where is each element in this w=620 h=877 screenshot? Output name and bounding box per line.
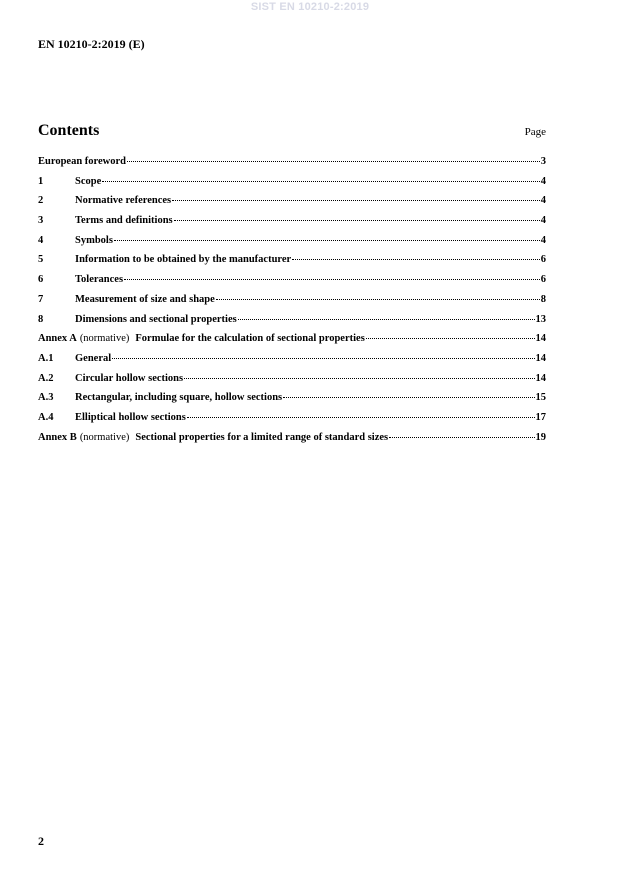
leader-dots (283, 396, 534, 398)
toc-entry-dimensions[interactable] (38, 314, 546, 334)
toc-entry-page: 6 (540, 254, 546, 266)
toc-entry-title: Measurement of size and shape (75, 293, 215, 305)
toc-entry-number: A.1 (38, 352, 54, 364)
table-of-contents (38, 156, 546, 451)
toc-entry-number: 1 (38, 175, 44, 187)
toc-entry-page: 15 (535, 392, 546, 404)
contents-title: Contents (38, 122, 100, 139)
leader-dots (389, 436, 534, 438)
toc-entry-number: 8 (38, 313, 44, 325)
toc-entry-page: 17 (535, 411, 546, 423)
contents-header (38, 122, 546, 142)
leader-dots (366, 337, 535, 339)
toc-entry-title: Information to be obtained by the manufacturer (75, 254, 292, 266)
toc-entry-title: Scope (75, 175, 102, 187)
leader-dots (112, 357, 534, 359)
toc-entry-title: Sectional properties for a limited range of standard sizes (135, 431, 389, 443)
leader-dots (124, 278, 540, 280)
toc-entry-page: 8 (540, 293, 546, 305)
toc-entry-page: 4 (540, 195, 546, 207)
toc-entry-title: Symbols (75, 234, 113, 246)
toc-entry-title: Formulae for the calculation of sectional properties (135, 333, 365, 345)
toc-entry-normative-references[interactable] (38, 195, 546, 215)
toc-entry-a2[interactable] (38, 373, 546, 393)
toc-entry-number: A.4 (38, 411, 54, 423)
toc-entry-annex: Annex A (38, 333, 77, 345)
toc-entry-page: 14 (535, 333, 546, 345)
toc-entry-page: 13 (535, 313, 546, 325)
watermark: SIST EN 10210-2:2019 (250, 1, 370, 13)
toc-entry-number: 2 (38, 195, 44, 207)
toc-entry-title: European foreword (38, 156, 126, 167)
toc-entry-title: Elliptical hollow sections (75, 411, 186, 423)
toc-entry-normative: (normative) (79, 333, 130, 345)
toc-entry-page: 14 (535, 352, 546, 364)
toc-entry-title: Circular hollow sections (75, 372, 184, 384)
leader-dots (174, 219, 540, 221)
toc-entry-title: Terms and definitions (75, 215, 173, 227)
toc-entry-information[interactable] (38, 254, 546, 274)
page-number: 2 (38, 834, 44, 848)
toc-entry-annex-b[interactable] (38, 432, 546, 452)
toc-entry-symbols[interactable] (38, 235, 546, 255)
toc-entry-number: 4 (38, 234, 44, 246)
toc-entry-tolerances[interactable] (38, 274, 546, 294)
toc-entry-title: Normative references (75, 195, 172, 207)
toc-entry-normative: (normative) (79, 431, 130, 443)
toc-entry-foreword[interactable] (38, 156, 546, 176)
toc-entry-page: 3 (540, 156, 546, 167)
toc-entry-measurement[interactable] (38, 294, 546, 314)
toc-entry-terms-definitions[interactable] (38, 215, 546, 235)
leader-dots (114, 239, 540, 241)
toc-entry-number: 6 (38, 274, 44, 286)
leader-dots (292, 258, 540, 260)
leader-dots (238, 318, 535, 320)
toc-entry-page: 14 (535, 372, 546, 384)
toc-entry-page: 4 (540, 175, 546, 187)
leader-dots (102, 180, 540, 182)
leader-dots (187, 416, 535, 418)
toc-entry-a4[interactable] (38, 412, 546, 432)
toc-entry-number: 5 (38, 254, 44, 266)
toc-entry-number: A.3 (38, 392, 54, 404)
toc-entry-number: 7 (38, 293, 44, 305)
leader-dots (172, 199, 540, 201)
toc-entry-number: A.2 (38, 372, 54, 384)
toc-entry-page: 6 (540, 274, 546, 286)
toc-entry-title: General (75, 352, 112, 364)
leader-dots (184, 377, 534, 379)
toc-entry-page: 19 (535, 431, 546, 443)
toc-entry-number: 3 (38, 215, 44, 227)
toc-entry-title: Tolerances (75, 274, 124, 286)
toc-entry-title: Rectangular, including square, hollow sections (75, 392, 283, 404)
page-column-label: Page (524, 126, 546, 138)
toc-entry-title: Dimensions and sectional properties (75, 313, 237, 325)
leader-dots (216, 298, 540, 300)
toc-entry-annex: Annex B (38, 431, 77, 443)
leader-dots (127, 160, 540, 162)
toc-entry-page: 4 (540, 234, 546, 246)
document-id: EN 10210-2:2019 (E) (38, 37, 145, 51)
toc-entry-annex-a[interactable] (38, 333, 546, 353)
toc-entry-a1[interactable] (38, 353, 546, 373)
toc-entry-scope[interactable] (38, 176, 546, 196)
toc-entry-a3[interactable] (38, 392, 546, 412)
toc-entry-page: 4 (540, 215, 546, 227)
